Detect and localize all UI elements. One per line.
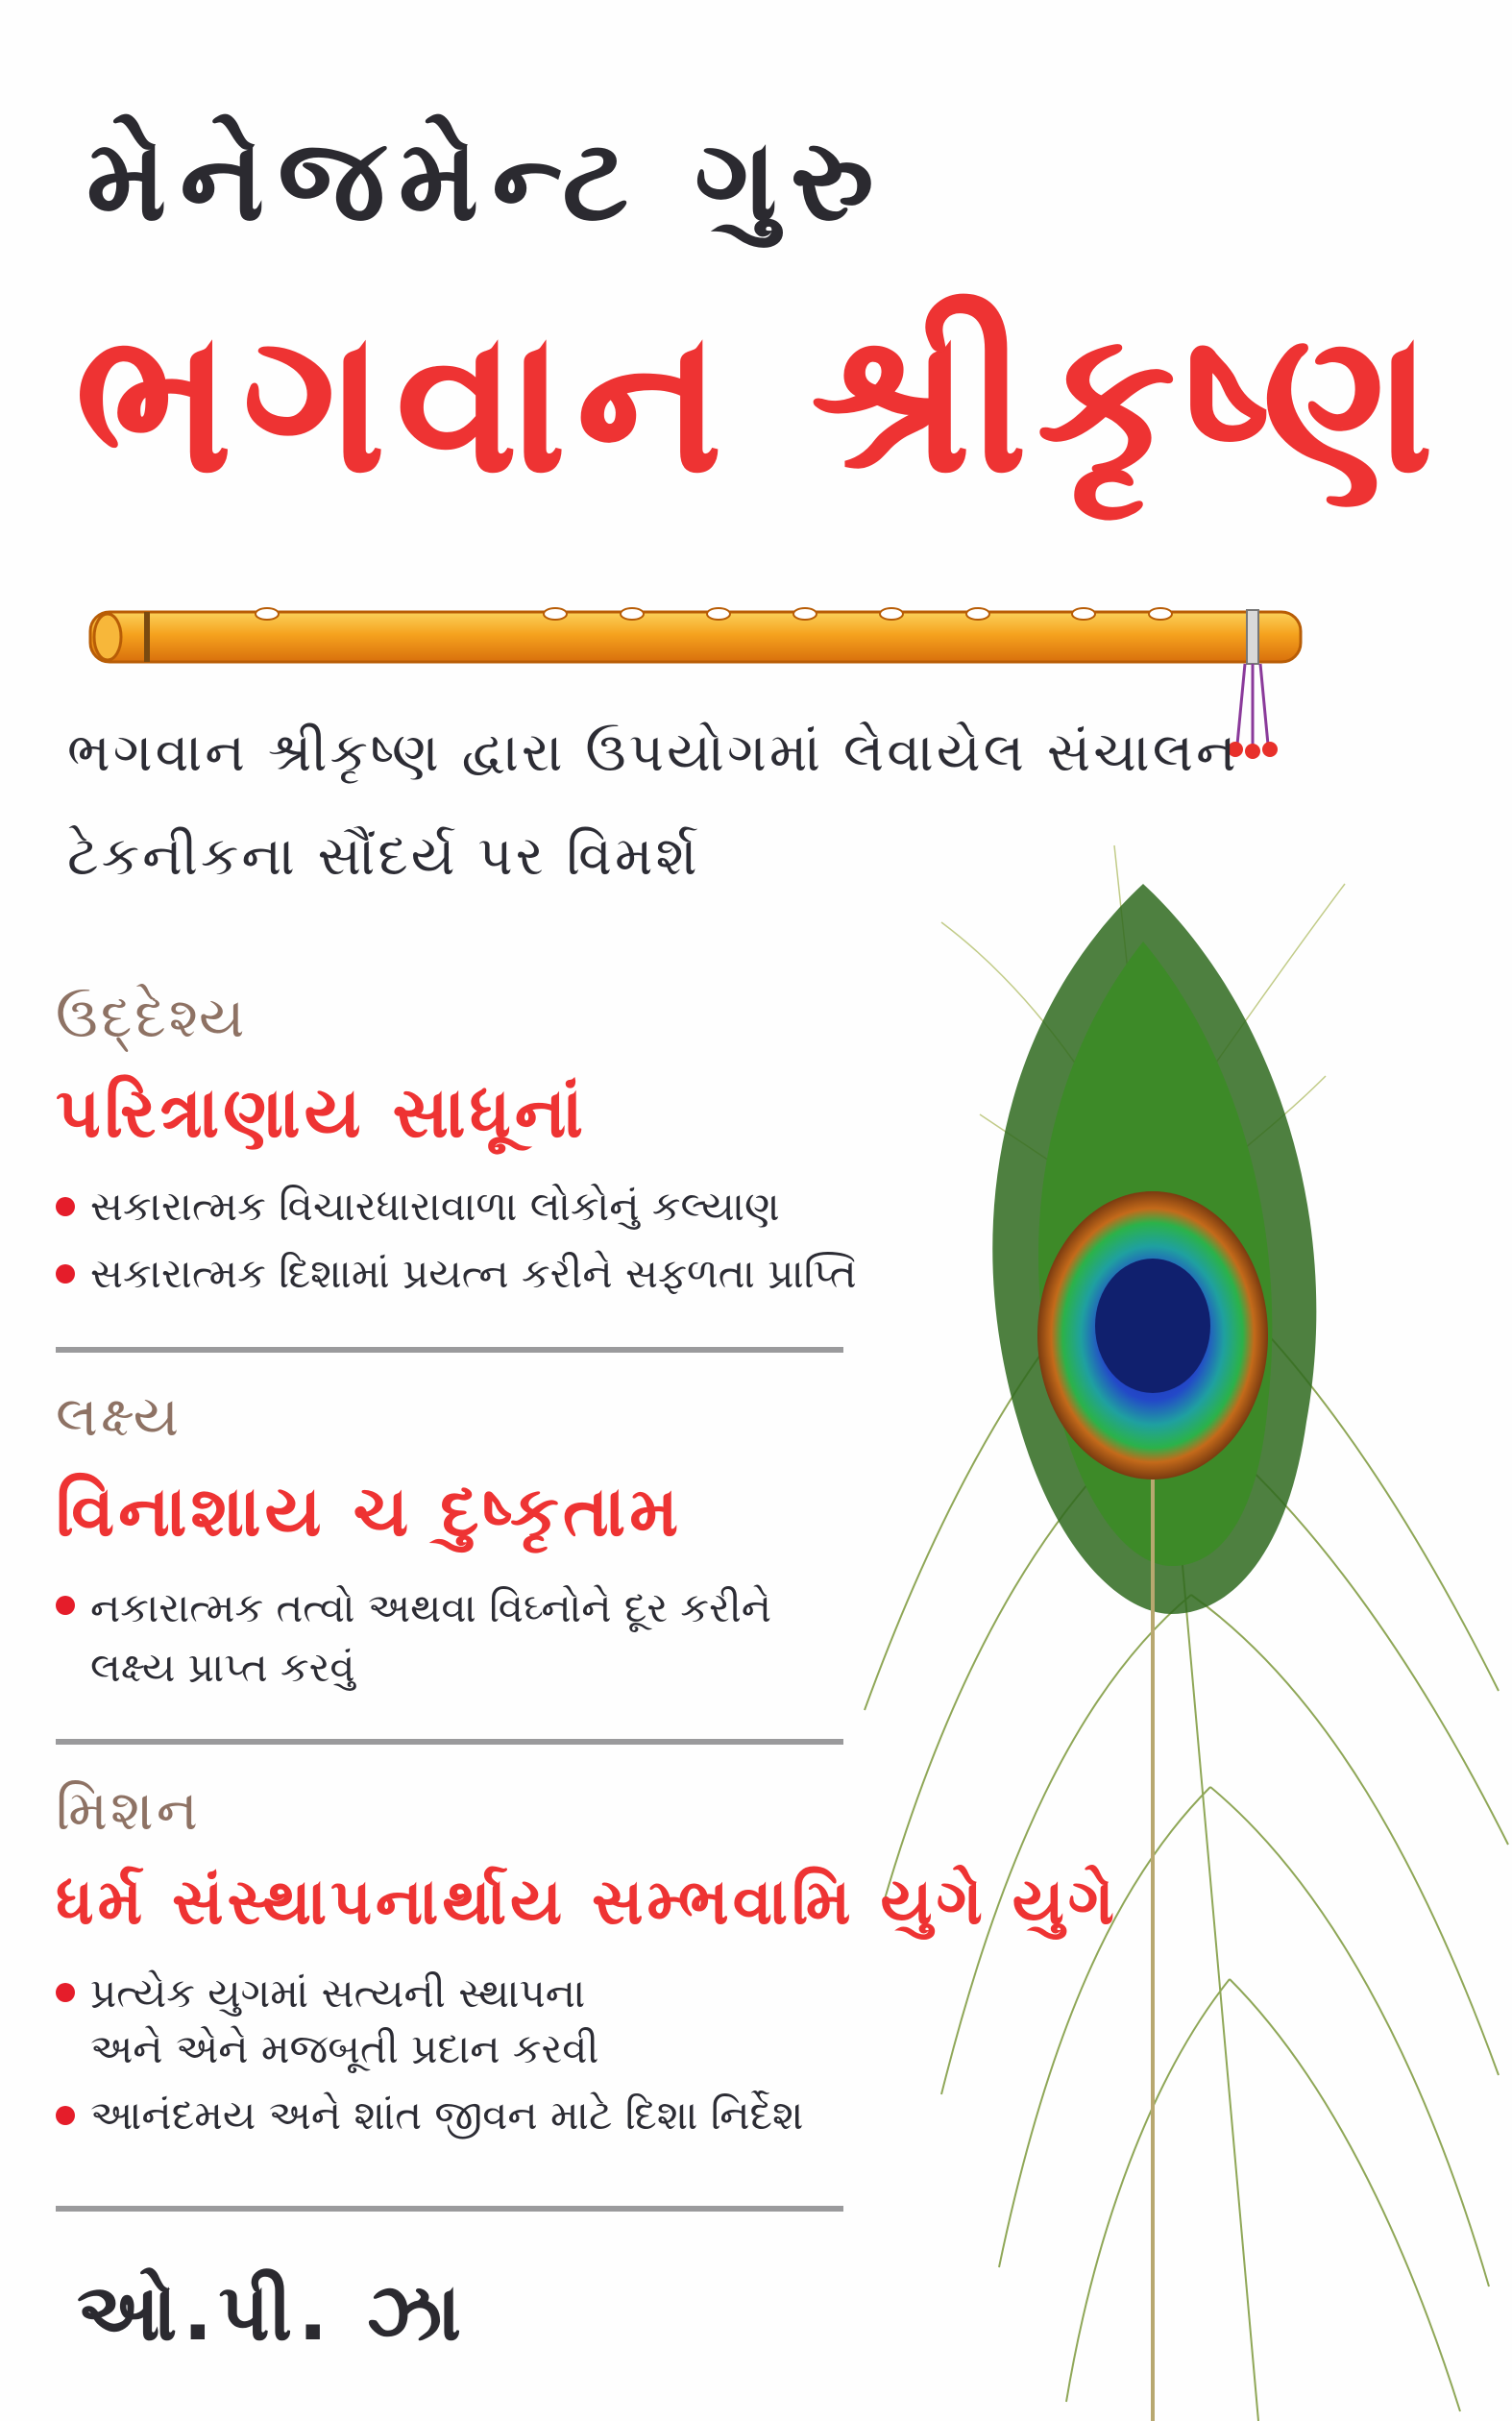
- subtitle-line: ભગવાન શ્રીકૃષ્ણ દ્વારા ઉપયોગમાં લેવાયેલ સંચાલન: [67, 721, 1239, 784]
- divider: [56, 1347, 843, 1353]
- list-item: સકારાત્મક દિશામાં પ્રયત્ન કરીને સફળતા પ્રાપ્તિ: [56, 1247, 863, 1301]
- list-item: આનંદમય અને શાંત જીવન માટે દિશા નિર્દેશ: [56, 2089, 863, 2142]
- subtitle-line: ટેકનીકના સૌંદર્ય પર વિમર્શ: [67, 825, 700, 888]
- bullet-list: [56, 1966, 863, 2142]
- bullet-list: [56, 1180, 863, 1301]
- bullet-icon: [56, 1596, 75, 1615]
- divider: [56, 1739, 843, 1745]
- list-item: નકારાત્મક તત્વો અથવા વિઘ્નોને દૂર કરીને લક્ષ્ય પ્રાપ્ત કરવું: [56, 1578, 863, 1698]
- author-name: ઓ.પી. ઝા: [77, 2267, 468, 2359]
- section-label: લક્ષ્ય: [56, 1383, 183, 1449]
- section-heading: વિનાશાય ચ દુષ્કૃતામ: [56, 1471, 683, 1552]
- bullet-list: [56, 1578, 863, 1698]
- bullet-icon: [56, 1983, 75, 2002]
- section-heading: પરિત્રાણાય સાધૂનાં: [56, 1072, 588, 1153]
- section-goal: [56, 1383, 863, 1698]
- section-label: ઉદ્દેશ્ય: [56, 985, 248, 1050]
- divider: [56, 2206, 843, 2212]
- list-item: પ્રત્યેક યુગમાં સત્યની સ્થાપના અને એને મજબૂતી પ્રદાન કરવી: [56, 1966, 863, 2077]
- supertitle: મેનેજમેન્ટ ગુરુ: [86, 113, 888, 246]
- section-mission: [56, 1777, 1118, 2142]
- section-objective: [56, 985, 863, 1301]
- section-heading: ધર્મ સંસ્થાપનાર્થાય સમ્ભવામિ યુગે યુગે: [56, 1865, 1118, 1939]
- bullet-icon: [56, 2106, 75, 2125]
- peacock-feather-illustration: [807, 826, 1512, 2421]
- bullet-icon: [56, 1264, 75, 1284]
- book-title: ભગવાન શ્રીકૃષ્ણ: [75, 288, 1444, 517]
- section-label: મિશન: [56, 1777, 201, 1843]
- bullet-icon: [56, 1197, 75, 1216]
- list-item: સકારાત્મક વિચારધારાવાળા લોકોનું કલ્યાણ: [56, 1180, 863, 1234]
